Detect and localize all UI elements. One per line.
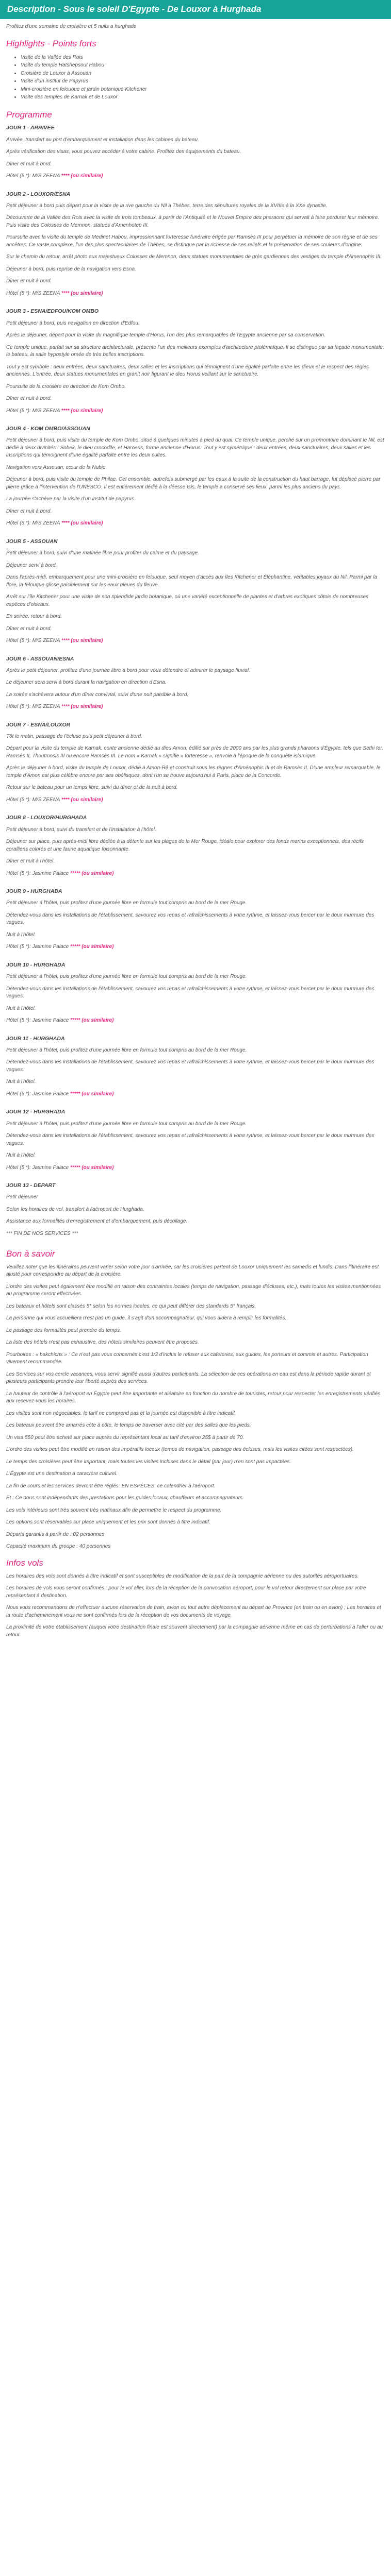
bon-a-savoir-heading: Bon à savoir	[6, 1249, 55, 1259]
day-block	[6, 721, 386, 804]
bon-a-savoir-paragraph: Les visites sont non négociables, le tarif ne comprend pas et la journée est disponible à titre indicatif.	[6, 1410, 236, 1416]
day-title: JOUR 11 - HURGHADA	[6, 1035, 65, 1042]
day-paragraph: Petit déjeuner à l'hôtel, puis profitez d'une journée libre en formule tout compris au bord de la mer Rouge.	[6, 974, 247, 980]
day-block	[6, 1182, 386, 1238]
intro-text: Profitez d'une semaine de croisière et 5 nuits a hurghada	[6, 23, 137, 29]
hotel-similar-note: (ou similaire)	[82, 1018, 114, 1024]
day-paragraph: Petit déjeuner	[6, 1194, 38, 1200]
day-paragraph: Nuit à l'hôtel.	[6, 931, 36, 938]
hotel-stars: *****	[70, 1091, 80, 1097]
bon-a-savoir-paragraph: Veuillez noter que les itinéraires peuvent varier selon votre jour d'arrivée, car les croisières partent de Louxor uniquement les samedis et lundis. Dans l'itinéraire est ajusté pour correspondre au départ de la croisière.	[6, 1264, 379, 1278]
hotel-stars: *****	[70, 870, 80, 876]
hotel-similar-note: (ou similaire)	[71, 520, 103, 527]
day-paragraph: Déjeuner à bord, puis reprise de la navigation vers Esna.	[6, 266, 136, 272]
hotel-name: Hôtel (5 *): M/S ZEENA	[6, 520, 60, 527]
day-paragraph: Détendez-vous dans les installations de l'établissement, savourez vos repas et rafraîchissements à votre rythme, et laissez-vous bercer par le doux murmure des vagues.	[6, 1059, 374, 1073]
hotel-stars: ****	[61, 290, 70, 296]
hotel-name: Hôtel (5 *): Jasmine Palace	[6, 1091, 69, 1097]
hotel-line	[6, 870, 386, 878]
day-paragraph: Retour sur le bateau pour un temps libre, suivi du dîner et de la nuit à bord.	[6, 785, 178, 791]
bon-a-savoir-paragraph: La liste des hôtels n'est pas exhaustive, des hôtels similaires peuvent être proposés.	[6, 1340, 199, 1346]
hotel-similar-note: (ou similaire)	[71, 408, 103, 414]
day-block	[6, 1108, 386, 1172]
day-paragraph: Découverte de la Vallée des Rois avec la visite de trois tombeaux, à partir de l'Antiquité et le Nouvel Empire des pharaons qui servait à faire perdurer leur mémoire. Puis visite des Colosses de Memnon, statues d'Amenhotep III.	[6, 215, 380, 228]
bon-a-savoir-paragraph: L'Égypte est une destination à caractère culturel.	[6, 1471, 118, 1477]
day-paragraph: Après le déjeuner, départ pour la visite du magnifique temple d'Horus, l'un des plus remarquables de l'Egypte ancienne par sa conservation.	[6, 332, 325, 338]
programme-list	[6, 124, 386, 1238]
hotel-similar-note: (ou similaire)	[71, 173, 103, 179]
hotel-line	[6, 408, 386, 415]
day-title: JOUR 2 - LOUXOR/ESNA	[6, 191, 71, 197]
day-paragraph: Petit déjeuner à l'hôtel, puis profitez d'une journée libre en formule tout compris au bord de la mer Rouge.	[6, 1047, 247, 1053]
day-title: JOUR 10 - HURGHADA	[6, 961, 66, 968]
hotel-similar-note: (ou similaire)	[82, 944, 114, 950]
hotel-line	[6, 703, 386, 711]
hotel-stars: ****	[61, 796, 70, 803]
hotel-line	[6, 290, 386, 298]
hotel-name: Hôtel (5 *): M/S ZEENA	[6, 173, 60, 179]
hotel-similar-note: (ou similaire)	[71, 704, 103, 710]
day-block	[6, 538, 386, 645]
hotel-name: Hôtel (5 *): M/S ZEENA	[6, 290, 60, 296]
day-block	[6, 425, 386, 528]
day-paragraph: Dîner et nuit à bord.	[6, 161, 52, 167]
day-title: JOUR 3 - ESNA/EDFOU/KOM OMBO	[6, 308, 99, 315]
hotel-line	[6, 637, 386, 645]
bon-a-savoir-paragraph: Le temps des croisières peut être important, mais toutes les visites incluses dans le détail (par jour) n'en sont pas impactées.	[6, 1459, 291, 1465]
bon-a-savoir-paragraph: Capacité maximum du groupe : 40 personnes	[6, 1544, 111, 1550]
hotel-line	[6, 173, 386, 180]
content	[0, 23, 391, 1639]
bon-a-savoir-paragraph: La hauteur de contrôle à l'aéroport en Égypte peut être importante et aléatoire en fonction du nombre de touristes, retour pour respecter les enregistrements vérifiés aux recevez-vous les horaires.	[6, 1391, 381, 1404]
day-paragraph: Petit déjeuner à bord, suivi d'une matinée libre pour profiter du calme et du paysage.	[6, 550, 199, 556]
day-paragraph: Dîner et nuit à bord.	[6, 625, 52, 632]
highlight-item: • Visite du temple Hatshepsout Habou	[21, 61, 386, 70]
day-paragraph: En soirée, retour à bord.	[6, 614, 62, 620]
day-title: JOUR 13 - DEPART	[6, 1182, 56, 1189]
day-paragraph: Petit déjeuner à l'hôtel, puis profitez d'une journée libre en formule tout compris au bord de la mer Rouge.	[6, 900, 247, 906]
day-paragraph: Poursuite avec la visite du temple de Medinet Habou, impressionnant forteresse funéraire érigée par Ramsès III pour perpétuer la mémoire de son règne et de ses ancêtres. Ce vaste complexe, l'un des plus spectaculaires de Thèbes, se distingue par la richesse de ses reliefs et la préservation de ses couleurs d'origine.	[6, 234, 378, 248]
day-paragraph: Nuit à l'hôtel.	[6, 1005, 36, 1011]
day-paragraph: La journée s'achève par la visite d'un institut de papyrus.	[6, 496, 136, 502]
programme-heading: Programme	[6, 109, 52, 120]
hotel-name: Hôtel (5 *): Jasmine Palace	[6, 1164, 69, 1171]
hotel-name: Hôtel (5 *): M/S ZEENA	[6, 796, 60, 803]
infos-vols-paragraph: Nous vous recommandons de n'effectuer aucune réservation de train, avion ou tout autre déplacement au départ de Province (en train ou en avion) ; Les horaires et la route d'acheminement vous ne sont confirmés lors de la réception de vos documents de voyage.	[6, 1605, 381, 1618]
bon-a-savoir-paragraph: Les bateaux et hôtels sont classés 5* selon les normes locales, ce qui peut différer des standards 5* français.	[6, 1303, 256, 1309]
infos-vols-heading: Infos vols	[6, 1557, 43, 1568]
day-paragraph: Petit déjeuner à bord, puis navigation en direction d'Edfou.	[6, 320, 140, 326]
bon-a-savoir-paragraph: Un visa 550 peut être acheté sur place auprès du représentant local au tarif d'environ 25$ à partir de 70.	[6, 1434, 245, 1440]
day-title: JOUR 1 - ARRIVEE	[6, 125, 55, 131]
hotel-stars: ****	[61, 520, 70, 527]
day-block	[6, 308, 386, 415]
day-paragraph: Dans l'après-midi, embarquement pour une mini-croisière en felouque, seul moyen d'accès aux îles Kitchener et Éléphantine, véritables joyaux du Nil. Parmi par la flore, la felouque glisse paisiblement sur les eaux bleues du fleuve.	[6, 574, 378, 588]
day-title: JOUR 4 - KOM OMBO/ASSOUAN	[6, 426, 90, 432]
hotel-stars: ****	[61, 638, 70, 644]
bon-a-savoir-paragraph: Les options sont réservables sur place uniquement et les prix sont donnés à titre indicatif.	[6, 1519, 210, 1526]
highlight-item: • Visite d'un institut de Papyrus	[21, 77, 386, 86]
hotel-similar-note: (ou similaire)	[82, 870, 114, 876]
day-block	[6, 961, 386, 1025]
day-paragraph: Dîner et nuit à l'hôtel.	[6, 858, 55, 865]
day-title: JOUR 5 - ASSOUAN	[6, 538, 58, 545]
bon-a-savoir-paragraph: Les Services sur vos cercle vacances, vous servir signifié aussi d'autres participants. La sélection de ces opérations en eau est dans la période rapide durant et plusieurs participants prendre leur liberté auprès des services.	[6, 1371, 371, 1385]
bon-a-savoir-paragraph: L'ordre des visites peut être modifié en raison des impératifs locaux (temps de navigation, passage des écluses, mais les visites citées sont respectées).	[6, 1447, 354, 1453]
day-paragraph: Poursuite de la croisière en direction de Kom Ombo.	[6, 383, 126, 389]
day-paragraph: Nuit à l'hôtel.	[6, 1153, 36, 1159]
hotel-name: Hôtel (5 *): Jasmine Palace	[6, 944, 69, 950]
day-paragraph: Petit déjeuner à bord, suivi du transfert et de l'installation à l'hôtel.	[6, 826, 156, 833]
hotel-line	[6, 1164, 386, 1172]
day-block	[6, 1035, 386, 1098]
day-block	[6, 191, 386, 298]
day-paragraph: Déjeuner sur place, puis après-midi libre dédiée à la détente sur les plages de la Mer Rouge, idéale pour explorer des fonds marins exceptionnels, des récifs coralliens colorés et une faune aquatique foisonnante.	[6, 839, 364, 852]
highlight-item: • Visite de la Vallée des Rois	[21, 54, 386, 62]
day-paragraph: Sur le chemin du retour, arrêt photo aux majestueux Colosses de Memnon, deux statues monumentales de grès gardiennes des vestiges du temple d'Amenophis III.	[6, 254, 382, 260]
day-paragraph: Navigation vers Assouan, cœur de la Nubie.	[6, 464, 107, 470]
infos-vols-paragraph: Les horaires de vols vous seront confirmés : pour le vol aller, lors de la réception de la convocation aéroport, pour le vol retour directement sur place par votre représentant à destination.	[6, 1585, 366, 1599]
day-paragraph: Ce temple unique, parfait sur sa structure architecturale, présente l'un des meilleurs exemples d'architecture ptolémaïque. Il se distingue par sa façade monumentale, le bateau, la salle hypostyle ornée de très belles inscriptions.	[6, 344, 384, 358]
day-paragraph: Après vérification des visas, vous pouvez accéder à votre cabine. Profitez des équipements du bateau.	[6, 149, 241, 155]
hotel-name: Hôtel (5 *): M/S ZEENA	[6, 638, 60, 644]
hotel-name: Hôtel (5 *): Jasmine Palace	[6, 870, 69, 876]
hotel-stars: ****	[61, 173, 70, 179]
bon-a-savoir-paragraph: Les bateaux peuvent être amarrés côte à côte, le temps de traverser avec cité par des salles que les pieds.	[6, 1422, 251, 1429]
hotel-similar-note: (ou similaire)	[71, 290, 103, 296]
day-paragraph: Tout y est symbole : deux entrées, deux sanctuaires, deux salles et les inscriptions qui témoignent d'une égalité parfaite entre les dieux et le respect des règles anciennes. L'entrée, deux statues monumentales en granit noir figurant le dieu Horus veillant sur le sanctuaire.	[6, 364, 369, 378]
hotel-stars: *****	[70, 1164, 80, 1171]
day-paragraph: Petit déjeuner à bord, puis visite du temple de Kom Ombo, situé à quelques minutes à pied du quai. Ce temple unique, perché sur un promontoire dominant le Nil, est dédié à deux divinités : Sobek, le dieu crocodile, et Haroeris, forme ancienne d'Horus. Tout y est symétrique : deux entrées, deux sanctuaires, deux salles et les inscriptions qui témoignent d'une égalité parfaite entre les deux cultes.	[6, 437, 384, 459]
day-title: JOUR 7 - ESNA/LOUXOR	[6, 721, 71, 728]
day-paragraph: Selon les horaires de vol, transfert à l'aéroport de Hurghada.	[6, 1206, 144, 1212]
hotel-name: Hôtel (5 *): M/S ZEENA	[6, 408, 60, 414]
bon-a-savoir-paragraph: La personne qui vous accueillera n'est pas un guide, il s'agit d'un accompagnateur, qui vous aidera à remplir les formalités.	[6, 1315, 287, 1321]
day-paragraph: Détendez-vous dans les installations de l'établissement, savourez vos repas et rafraîchissements à votre rythme, et laissez-vous bercer par le doux murmure des vagues.	[6, 912, 374, 926]
hotel-line	[6, 1091, 386, 1098]
bon-a-savoir-paragraph: Départs garantis à partir de : 02 personnes	[6, 1531, 105, 1537]
day-paragraph: Détendez-vous dans les installations de l'établissement, savourez vos repas et rafraîchissements à votre rythme, et laissez-vous bercer par le doux murmure des vagues.	[6, 986, 374, 999]
infos-vols-paragraph: La proximité de votre établissement (auquel votre destination finale est souvent directement) par la compagnie aérienne même en cas de perturbations à l'aller ou au retour.	[6, 1624, 383, 1638]
highlights-list	[6, 54, 386, 101]
hotel-similar-note: (ou similaire)	[71, 796, 103, 803]
bon-a-savoir-paragraph: Le passage des formalités peut prendre du temps.	[6, 1327, 121, 1333]
day-title: JOUR 9 - HURGHADA	[6, 888, 62, 895]
bon-a-savoir-paragraph: La fin de cours et les services devront être réglés. EN ESPÈCES, ce calendrier à l'aéroport.	[6, 1483, 216, 1489]
highlights-heading: Highlights - Points forts	[6, 39, 96, 49]
day-paragraph: *** FIN DE NOS SERVICES ***	[6, 1230, 78, 1236]
day-paragraph: Déjeuner à bord, puis visite du temple de Philae. Cet ensemble, autrefois submergé par les eaux à la suite de la construction du haut barrage, fut déplacé pierre par pierre grâce à l'intervention de l'UNESCO. Il est entièrement dédié à la déesse Isis, le temple a conservé ses lieux, parmi les plus anciens du pays.	[6, 477, 381, 490]
bon-a-savoir-paragraph: L'ordre des visites peut également être modifié en raison des contraintes locales (temps de navigation, passage d'écluses, etc.), mais toutes les visites mentionnées au programme seront effectuées.	[6, 1283, 381, 1297]
day-title: JOUR 8 - LOUXOR/HURGHADA	[6, 815, 87, 821]
highlight-item: • Croisière de Louxor à Assouan	[21, 70, 386, 78]
bon-a-savoir-list	[6, 1264, 386, 1551]
day-paragraph: Après le déjeuner à bord, visite du temple de Louxor, dédié à Amon-Rê et construit sous les règnes d'Aménophis III et de Ramsès II. D'une ampleur remarquable, le temple d'Amon est plus célèbre encore par ses obélisques, dont l'un se trouve aujourd'hui à Paris, place de la Concorde.	[6, 765, 381, 778]
highlight-item: • Mini-croisière en felouque et jardin botanique Kitchener	[21, 86, 386, 94]
day-paragraph: Nuit à l'hôtel.	[6, 1079, 36, 1085]
day-block	[6, 814, 386, 877]
day-paragraph: La soirée s'achèvera autour d'un dîner convivial, suivi d'une nuit paisible à bord.	[6, 691, 189, 698]
day-title: JOUR 12 - HURGHADA	[6, 1109, 66, 1115]
hotel-stars: *****	[70, 1018, 80, 1024]
hotel-stars: ****	[61, 704, 70, 710]
day-paragraph: Détendez-vous dans les installations de l'établissement, savourez vos repas et rafraîchissements à votre rythme, et laissez-vous bercer par le doux murmure des vagues.	[6, 1133, 374, 1146]
day-paragraph: Dîner et nuit à bord.	[6, 396, 52, 402]
hotel-line	[6, 943, 386, 951]
bon-a-savoir-paragraph: Et : Ce nous sont indépendants des prestations pour les guides locaux, chauffeurs et accompagnateurs.	[6, 1495, 244, 1501]
hotel-name: Hôtel (5 *): M/S ZEENA	[6, 704, 60, 710]
hotel-similar-note: (ou similaire)	[82, 1164, 114, 1171]
day-paragraph: Petit déjeuner à bord puis départ pour la visite de la rive gauche du Nil à Thèbes, terre des sépultures royales de la XVIIIe à la XXe dynastie.	[6, 202, 328, 209]
day-block	[6, 888, 386, 951]
hotel-stars: ****	[61, 408, 70, 414]
hotel-line	[6, 520, 386, 528]
day-paragraph: Tôt le matin, passage de l'écluse puis petit déjeuner à bord.	[6, 733, 142, 739]
infos-vols-paragraph: Les horaires des vols sont donnés à titre indicatif et sont susceptibles de modification de la part de la compagnie aérienne ou des autorités aéroportuaires.	[6, 1573, 359, 1579]
day-paragraph: Déjeuner servi à bord.	[6, 562, 57, 568]
day-paragraph: Petit déjeuner à l'hôtel, puis profitez d'une journée libre en formule tout compris au bord de la mer Rouge.	[6, 1121, 247, 1127]
day-paragraph: Le déjeuner sera servi à bord durant la navigation en direction d'Esna.	[6, 680, 167, 686]
day-paragraph: Arrivée, transfert au port d'embarquement et installation dans les cabines du bateau.	[6, 137, 199, 143]
hotel-name: Hôtel (5 *): Jasmine Palace	[6, 1018, 69, 1024]
hotel-stars: *****	[70, 944, 80, 950]
bon-a-savoir-paragraph: Les vols intérieurs sont très souvent très matinaux afin de permettre le respect du programme.	[6, 1507, 222, 1513]
bon-a-savoir-paragraph: Pourboires : « bakchichs » : Ce n'est pas vous concernés c'est 1/3 d'inclus le refuser aux cafeteries, aux guides, les porteurs et commis et autres. Participation vivement recommandée.	[6, 1351, 368, 1365]
hotel-line	[6, 796, 386, 804]
day-paragraph: Dîner et nuit à bord.	[6, 278, 52, 284]
page-title: Description - Sous le soleil D'Egypte - De Louxor à Hurghada	[0, 0, 391, 19]
day-block	[6, 655, 386, 711]
day-paragraph: Arrêt sur l'île Kitchener pour une visite de son splendide jardin botanique, où une variété exceptionnelle de plantes et d'arbres exotiques côtoie de nombreuses espèces d'oiseaux.	[6, 594, 369, 607]
highlight-item: • Visite des temples de Karnak et de Louxor	[21, 93, 386, 101]
day-paragraph: Après le petit déjeuner, profitez d'une journée libre à bord pour vous détendre et admirer le paysage fluvial.	[6, 667, 250, 673]
day-paragraph: Dîner et nuit à bord.	[6, 508, 52, 514]
day-paragraph: Départ pour la visite du temple de Karnak, conte ancienne dédié au dieu Amon, édifié sur près de 2000 ans par les plus grands pharaons d'Égypte, tels que Sethi Ier, Ramsès II, Thoutmosis III ou encore Ramsès III. Le nom « Karnak » signifie « forteresse », renvoie à l'époque de la conquête islamique.	[6, 745, 383, 759]
day-paragraph: Assistance aux formalités d'enregistrement et d'embarquement, puis décollage.	[6, 1218, 188, 1225]
day-block	[6, 124, 386, 180]
hotel-similar-note: (ou similaire)	[82, 1091, 114, 1097]
hotel-line	[6, 1017, 386, 1025]
day-title: JOUR 6 - ASSOUAN/ESNA	[6, 655, 74, 662]
infos-vols-list	[6, 1573, 386, 1639]
hotel-similar-note: (ou similaire)	[71, 638, 103, 644]
